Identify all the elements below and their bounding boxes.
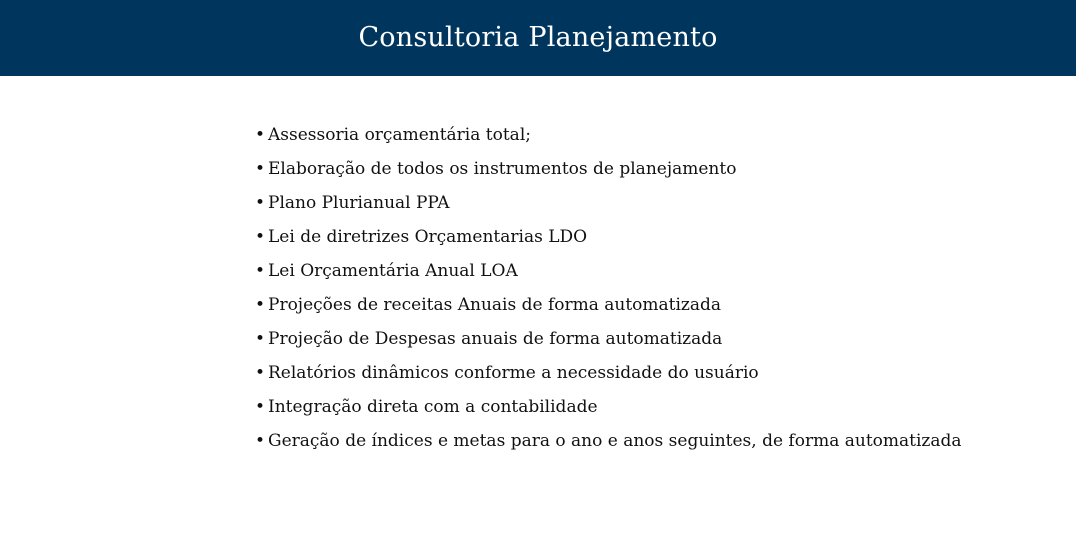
list-item-text: Elaboração de todos os instrumentos de planejamento (268, 159, 737, 179)
list-item (255, 431, 1055, 465)
list-item (255, 193, 1055, 227)
bullet-icon: • (255, 261, 266, 281)
list-item (255, 329, 1055, 363)
services-section (255, 125, 1055, 465)
list-item (255, 295, 1055, 329)
list-item-text: Geração de índices e metas para o ano e anos seguintes, de forma automatizada (268, 431, 962, 451)
list-item (255, 159, 1055, 193)
list-item-text: Projeção de Despesas anuais de forma automatizada (268, 329, 723, 349)
list-item-text: Projeções de receitas Anuais de forma automatizada (268, 295, 722, 315)
list-item-text: Lei Orçamentária Anual LOA (268, 261, 518, 281)
bullet-icon: • (255, 295, 266, 315)
list-item-text: Assessoria orçamentária total; (268, 125, 531, 145)
page-header (0, 0, 1076, 76)
list-item-text: Plano Plurianual PPA (268, 193, 450, 213)
page-title: Consultoria Planejamento (358, 21, 718, 53)
list-item (255, 363, 1055, 397)
list-item-text: Integração direta com a contabilidade (268, 397, 598, 417)
service-list (255, 125, 1055, 465)
bullet-icon: • (255, 227, 266, 247)
bullet-icon: • (255, 431, 266, 451)
bullet-icon: • (255, 397, 266, 417)
list-item (255, 227, 1055, 261)
bullet-icon: • (255, 363, 266, 383)
list-item (255, 125, 1055, 159)
bullet-icon: • (255, 125, 266, 145)
bullet-icon: • (255, 329, 266, 349)
bullet-icon: • (255, 159, 266, 179)
list-item-text: Lei de diretrizes Orçamentarias LDO (268, 227, 588, 247)
list-item (255, 261, 1055, 295)
list-item-text: Relatórios dinâmicos conforme a necessidade do usuário (268, 363, 759, 383)
list-item (255, 397, 1055, 431)
bullet-icon: • (255, 193, 266, 213)
